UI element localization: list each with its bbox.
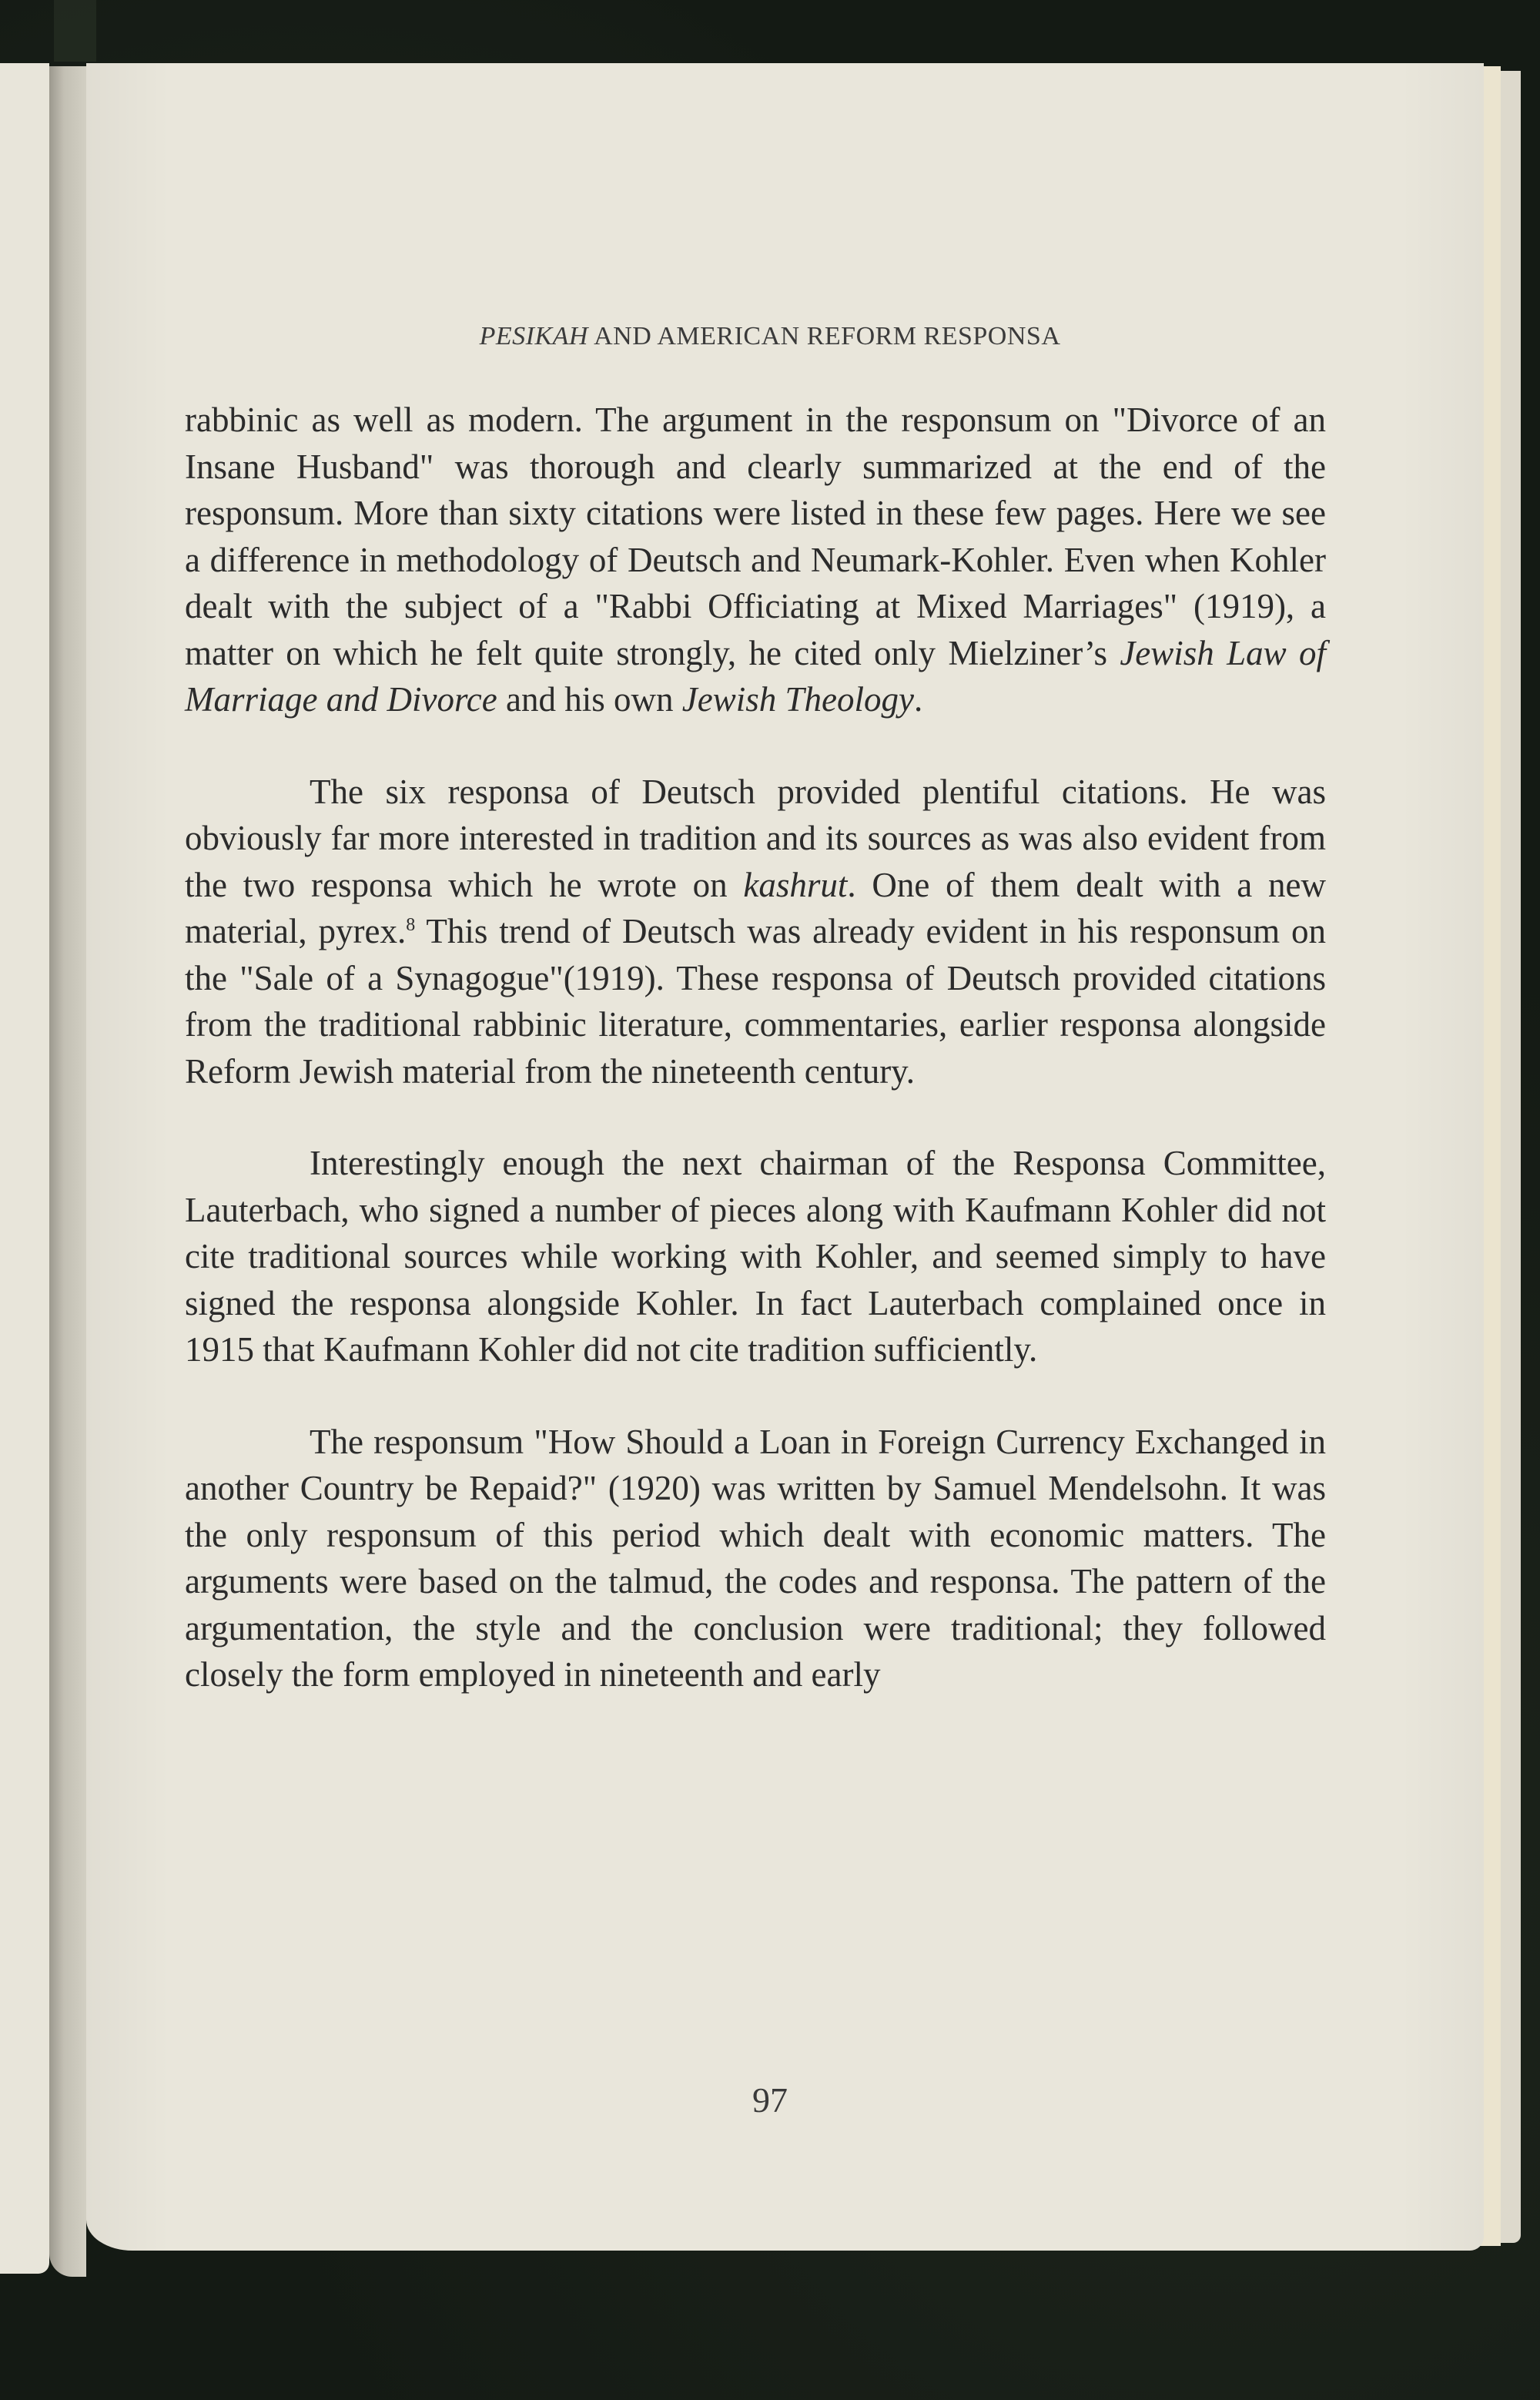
footnote-reference[interactable]: 8	[406, 915, 416, 935]
running-head	[0, 322, 1540, 351]
page-gutter-shadow	[49, 66, 86, 2277]
text-segment: . One of them dealt with a new material, pyrex.	[185, 865, 1326, 950]
paragraph-4	[185, 1419, 1326, 1698]
book-title-italic: Jewish Law of Marriage and Divorce	[185, 633, 1326, 719]
paragraph-2	[185, 769, 1326, 1095]
paragraph-1	[185, 397, 1326, 723]
text-segment: rabbinic as well as modern. The argument in the responsum on "Divorce of an Insane Husband" was thorough and clearly summarized at the end of the responsum. More than sixty citations were listed in these few pages. Here we see a difference in methodology of Deutsch and Neumark-Kohler. Even when Kohler dealt with the subject of a "Rabbi Officiating at Mixed Marriages" (1919), a matter on which he felt quite strongly, he cited only Mielziner’s	[185, 401, 1326, 672]
page-edge-stack-outer	[1501, 71, 1521, 2243]
book-spine-shadow	[54, 0, 96, 62]
body-text	[185, 397, 1326, 1698]
previous-page-edge	[0, 63, 49, 2274]
term-italic: kashrut	[743, 865, 848, 904]
text-segment: The responsum "How Should a Loan in Foreign Currency Exchanged in another Country be Repaid?" (1920) was written by Samuel Mendelsohn. It was the only responsum of this period which dealt with economic matters. The arguments were based on the talmud, the codes and responsa. The pattern of the argumentation, the style and the conclusion were traditional; they followed closely the form employed in nineteenth and early	[185, 1422, 1326, 1694]
book-title-italic: Jewish Theology	[681, 680, 914, 719]
text-segment: This trend of Deutsch was already evident in his responsum on the "Sale of a Synagogue"(1919). These responsa of Deutsch provided citations from the traditional rabbinic literature, commentaries, earlier responsa alongside Reform Jewish material from the nineteenth century.	[185, 912, 1326, 1091]
text-segment: and his own	[497, 680, 682, 719]
running-head-italic: PESIKAH	[479, 322, 588, 350]
text-segment: The six responsa of Deutsch provided plentiful citations. He was obviously far more interested in tradition and its sources as was also evident from the two responsa which he wrote on	[185, 772, 1326, 904]
text-segment: .	[913, 680, 923, 719]
paragraph-3	[185, 1140, 1326, 1373]
text-segment: Interestingly enough the next chairman of the Responsa Committee, Lauterbach, who signed a number of pieces along with Kaufmann Kohler did not cite traditional sources while working with Kohler, and seemed simply to have signed the responsa alongside Kohler. In fact Lauterbach complained once in 1915 that Kaufmann Kohler did not cite tradition sufficiently.	[185, 1144, 1326, 1369]
page-number: 97	[752, 2080, 788, 2120]
running-head-rest: AND AMERICAN REFORM RESPONSA	[588, 322, 1061, 350]
